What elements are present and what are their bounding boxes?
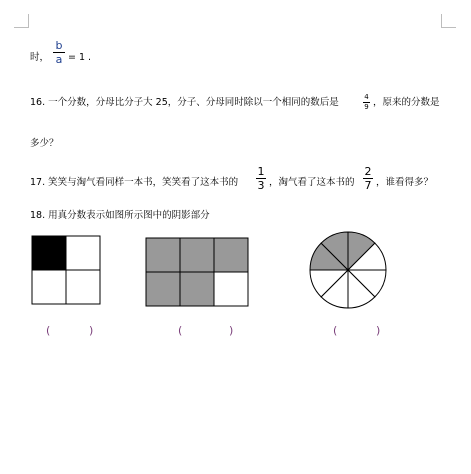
fraction-denominator: 7: [364, 179, 372, 192]
corner-mark-left-vertical: [28, 14, 29, 28]
fraction-one-third: [256, 166, 266, 191]
fraction-four-ninths: [363, 94, 370, 111]
q17-part1: 17. 笑笑与淘气看同样一本书，笑笑看了这本书的: [30, 177, 239, 188]
answer-blank-1-open: (: [46, 324, 51, 337]
fraction-numerator: 1: [257, 165, 265, 178]
answer-blank-2-open: (: [178, 324, 183, 337]
grid-cell-shaded: [146, 238, 180, 272]
q17-part3: ，谁看得多？: [376, 177, 434, 188]
grid-cell-shaded: [214, 238, 248, 272]
q16-line2: 多少？: [30, 138, 59, 149]
figure-circle-sectors: [307, 229, 389, 311]
fraction-denominator: a: [55, 53, 63, 66]
answer-blank-3-open: (: [333, 324, 338, 337]
grid-cell: [214, 272, 248, 306]
grid-cell-shaded: [32, 236, 66, 270]
fraction-numerator: 4: [364, 93, 369, 101]
q17-part2: ，淘气看了这本书的: [269, 177, 355, 188]
answer-blank-1-close: ): [89, 324, 94, 337]
top-fragment-prefix: 时，: [30, 52, 50, 63]
grid-cell-shaded: [180, 272, 214, 306]
fraction-two-sevenths: [363, 166, 373, 191]
q16-line1-tail: ，原来的分数是: [373, 97, 440, 108]
grid-cell: [66, 236, 100, 270]
figure-square-grid: [31, 235, 103, 307]
corner-mark-right-horizontal: [441, 27, 456, 28]
grid-cell-shaded: [180, 238, 214, 272]
answer-blank-2-close: ): [229, 324, 234, 337]
fraction-denominator: 3: [257, 179, 265, 192]
fraction-b-over-a: [53, 40, 65, 65]
fraction-numerator: 2: [364, 165, 372, 178]
corner-mark-left-horizontal: [14, 27, 29, 28]
q18-title: 18. 用真分数表示如图所示图中的阴影部分: [30, 210, 210, 221]
corner-mark-right-vertical: [441, 14, 442, 28]
grid-cell-shaded: [146, 272, 180, 306]
grid-cell: [66, 270, 100, 304]
top-fragment-suffix: = 1 .: [68, 52, 92, 63]
figure-rectangle-grid: [145, 237, 251, 309]
fraction-numerator: b: [55, 39, 63, 52]
answer-blank-3-close: ): [376, 324, 381, 337]
grid-cell: [32, 270, 66, 304]
q16-line1: 16. 一个分数，分母比分子大 25，分子、分母同时除以一个相同的数后是: [30, 97, 339, 108]
fraction-denominator: 9: [364, 103, 369, 111]
